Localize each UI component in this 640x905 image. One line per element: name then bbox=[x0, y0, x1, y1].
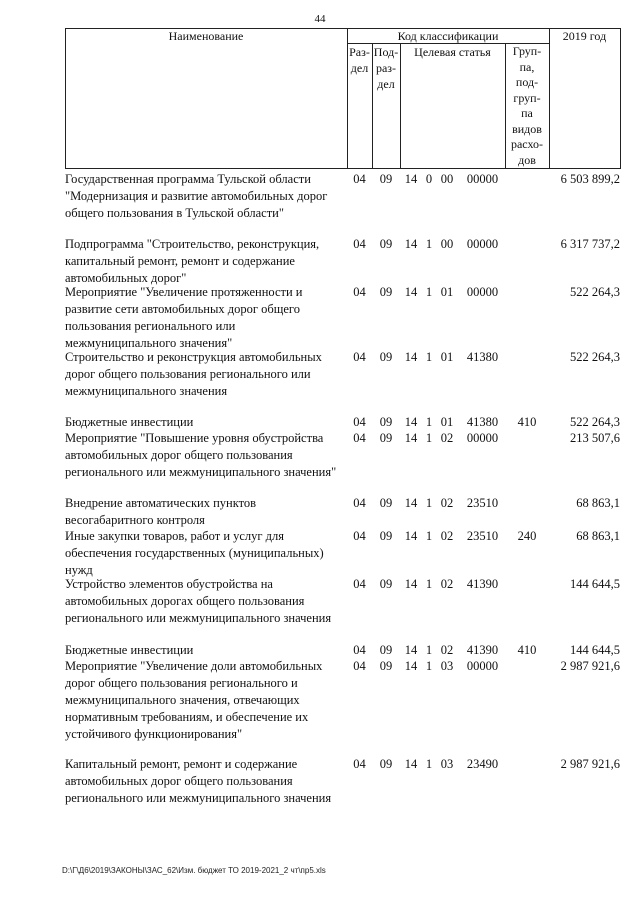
cell-cs-event: 03 bbox=[440, 757, 454, 771]
cell-razdel: 04 bbox=[353, 496, 366, 510]
cell-expense-group: 240 bbox=[517, 529, 537, 543]
cell-podrazdel: 09 bbox=[379, 350, 393, 364]
cell-amount: 68 863,1 bbox=[576, 496, 620, 510]
cell-razdel: 04 bbox=[353, 643, 366, 657]
row-name: Внедрение автоматических пунктов весогабаритного контроля bbox=[65, 496, 257, 527]
cell-cs-subprogram: 1 bbox=[425, 496, 433, 510]
cell-cs-program: 14 bbox=[404, 350, 418, 364]
cell-cs-subprogram: 1 bbox=[425, 431, 433, 445]
cell-cs-direction: 23510 bbox=[466, 529, 499, 543]
row-name: Государственная программа Тульской области "Модернизация и развитие автомобильных дорог общего пользования в Тульской области" bbox=[65, 172, 328, 220]
cell-cs-program: 14 bbox=[404, 496, 418, 510]
cell-razdel: 04 bbox=[353, 350, 366, 364]
cell-razdel: 04 bbox=[353, 757, 366, 771]
cell-cs-event: 01 bbox=[440, 350, 454, 364]
cell-cs-event: 00 bbox=[440, 172, 454, 186]
cell-podrazdel: 09 bbox=[379, 172, 393, 186]
row-name: Подпрограмма "Строительство, реконструкция, капитальный ремонт, ремонт и содержание автомобильных дорог" bbox=[65, 237, 320, 285]
cell-cs-direction: 41380 bbox=[466, 415, 499, 429]
cell-cs-subprogram: 1 bbox=[425, 659, 433, 673]
row-name: Устройство элементов обустройства на автомобильных дорогах общего пользования регионального или межмуниципального значения bbox=[65, 577, 332, 625]
cell-podrazdel: 09 bbox=[379, 643, 393, 657]
cell-cs-subprogram: 1 bbox=[425, 285, 433, 299]
header-podrazdel: Под- раз- дел bbox=[373, 45, 399, 91]
cell-amount: 522 264,3 bbox=[570, 350, 620, 364]
cell-amount: 144 644,5 bbox=[570, 577, 620, 591]
cell-cs-event: 01 bbox=[440, 285, 454, 299]
cell-razdel: 04 bbox=[353, 431, 366, 445]
cell-cs-subprogram: 1 bbox=[425, 350, 433, 364]
cell-cs-direction: 00000 bbox=[466, 659, 499, 673]
cell-cs-direction: 41390 bbox=[466, 577, 499, 591]
cell-razdel: 04 bbox=[353, 172, 366, 186]
row-name: Мероприятие "Повышение уровня обустройства автомобильных дорог общего пользования регионального или межмуниципального значения" bbox=[65, 431, 337, 479]
cell-cs-direction: 00000 bbox=[466, 431, 499, 445]
cell-amount: 144 644,5 bbox=[570, 643, 620, 657]
cell-cs-direction: 00000 bbox=[466, 285, 499, 299]
cell-amount: 522 264,3 bbox=[570, 415, 620, 429]
cell-cs-direction: 00000 bbox=[466, 172, 499, 186]
cell-amount: 213 507,6 bbox=[570, 431, 620, 445]
cell-podrazdel: 09 bbox=[379, 577, 393, 591]
cell-podrazdel: 09 bbox=[379, 431, 393, 445]
file-path-footer: D:\Г\Д6\2019\ЗАКОНЫ\ЗАС_62\Изм. бюджет ТО 2019-2021_2 чт\пр5.xls bbox=[62, 866, 326, 875]
cell-cs-direction: 41380 bbox=[466, 350, 499, 364]
cell-cs-program: 14 bbox=[404, 757, 418, 771]
cell-cs-event: 02 bbox=[440, 496, 454, 510]
cell-cs-event: 01 bbox=[440, 415, 454, 429]
header-name: Наименование bbox=[168, 29, 244, 43]
cell-podrazdel: 09 bbox=[379, 757, 393, 771]
cell-cs-subprogram: 1 bbox=[425, 577, 433, 591]
row-name: Строительство и реконструкция автомобильных дорог общего пользования регионального или межмуниципального значения bbox=[65, 350, 322, 398]
cell-podrazdel: 09 bbox=[379, 415, 393, 429]
cell-podrazdel: 09 bbox=[379, 285, 393, 299]
cell-cs-event: 02 bbox=[440, 431, 454, 445]
cell-razdel: 04 bbox=[353, 577, 366, 591]
cell-cs-event: 02 bbox=[440, 643, 454, 657]
cell-cs-direction: 41390 bbox=[466, 643, 499, 657]
cell-amount: 68 863,1 bbox=[576, 529, 620, 543]
cell-podrazdel: 09 bbox=[379, 496, 393, 510]
cell-podrazdel: 09 bbox=[379, 237, 393, 251]
cell-cs-direction: 23510 bbox=[466, 496, 499, 510]
cell-cs-subprogram: 1 bbox=[425, 237, 433, 251]
cell-amount: 6 503 899,2 bbox=[560, 172, 620, 186]
cell-cs-program: 14 bbox=[404, 237, 418, 251]
cell-razdel: 04 bbox=[353, 415, 366, 429]
page-number: 44 bbox=[314, 13, 326, 25]
cell-cs-subprogram: 1 bbox=[425, 529, 433, 543]
header-expense-group: Груп- па, под- груп- па видов расхо- дов bbox=[510, 44, 544, 167]
row-name: Мероприятие "Увеличение протяженности и развитие сети автомобильных дорог общего пользования регионального или межмуниципального значения" bbox=[65, 285, 303, 350]
cell-cs-program: 14 bbox=[404, 172, 418, 186]
row-name: Иные закупки товаров, работ и услуг для обеспечения государственных (муниципальных) нужд bbox=[65, 529, 324, 577]
row-name: Мероприятие "Увеличение доли автомобильных дорог общего пользования регионального и межмуниципального значения, отвечающих нормативным требованиям, и обеспечение их устойчивого функционирования" bbox=[65, 659, 323, 741]
cell-cs-subprogram: 1 bbox=[425, 415, 433, 429]
cell-amount: 2 987 921,6 bbox=[560, 659, 620, 673]
cell-cs-program: 14 bbox=[404, 643, 418, 657]
cell-cs-program: 14 bbox=[404, 415, 418, 429]
header-classification: Код классификации bbox=[397, 29, 499, 43]
cell-cs-subprogram: 1 bbox=[425, 643, 433, 657]
cell-podrazdel: 09 bbox=[379, 659, 393, 673]
row-name: Бюджетные инвестиции bbox=[65, 415, 194, 429]
cell-razdel: 04 bbox=[353, 285, 366, 299]
cell-amount: 522 264,3 bbox=[570, 285, 620, 299]
cell-cs-subprogram: 1 bbox=[425, 757, 433, 771]
cell-razdel: 04 bbox=[353, 237, 366, 251]
cell-cs-subprogram: 0 bbox=[425, 172, 433, 186]
cell-cs-direction: 23490 bbox=[466, 757, 499, 771]
cell-podrazdel: 09 bbox=[379, 529, 393, 543]
cell-cs-program: 14 bbox=[404, 529, 418, 543]
cell-amount: 6 317 737,2 bbox=[560, 237, 620, 251]
cell-expense-group: 410 bbox=[517, 643, 537, 657]
cell-cs-event: 02 bbox=[440, 529, 454, 543]
row-name: Бюджетные инвестиции bbox=[65, 643, 194, 657]
header-razdel: Раз- дел bbox=[349, 45, 370, 75]
cell-razdel: 04 bbox=[353, 529, 366, 543]
cell-cs-program: 14 bbox=[404, 577, 418, 591]
header-target-article: Целевая статья bbox=[414, 45, 491, 59]
cell-amount: 2 987 921,6 bbox=[560, 757, 620, 771]
cell-cs-program: 14 bbox=[404, 285, 418, 299]
cell-cs-program: 14 bbox=[404, 431, 418, 445]
cell-cs-event: 03 bbox=[440, 659, 454, 673]
cell-expense-group: 410 bbox=[517, 415, 537, 429]
cell-razdel: 04 bbox=[353, 659, 366, 673]
cell-cs-direction: 00000 bbox=[466, 237, 499, 251]
cell-cs-event: 00 bbox=[440, 237, 454, 251]
row-name: Капитальный ремонт, ремонт и содержание автомобильных дорог общего пользования регионального или межмуниципального значения bbox=[65, 757, 332, 805]
header-year: 2019 год bbox=[562, 29, 607, 43]
cell-cs-program: 14 bbox=[404, 659, 418, 673]
cell-cs-event: 02 bbox=[440, 577, 454, 591]
